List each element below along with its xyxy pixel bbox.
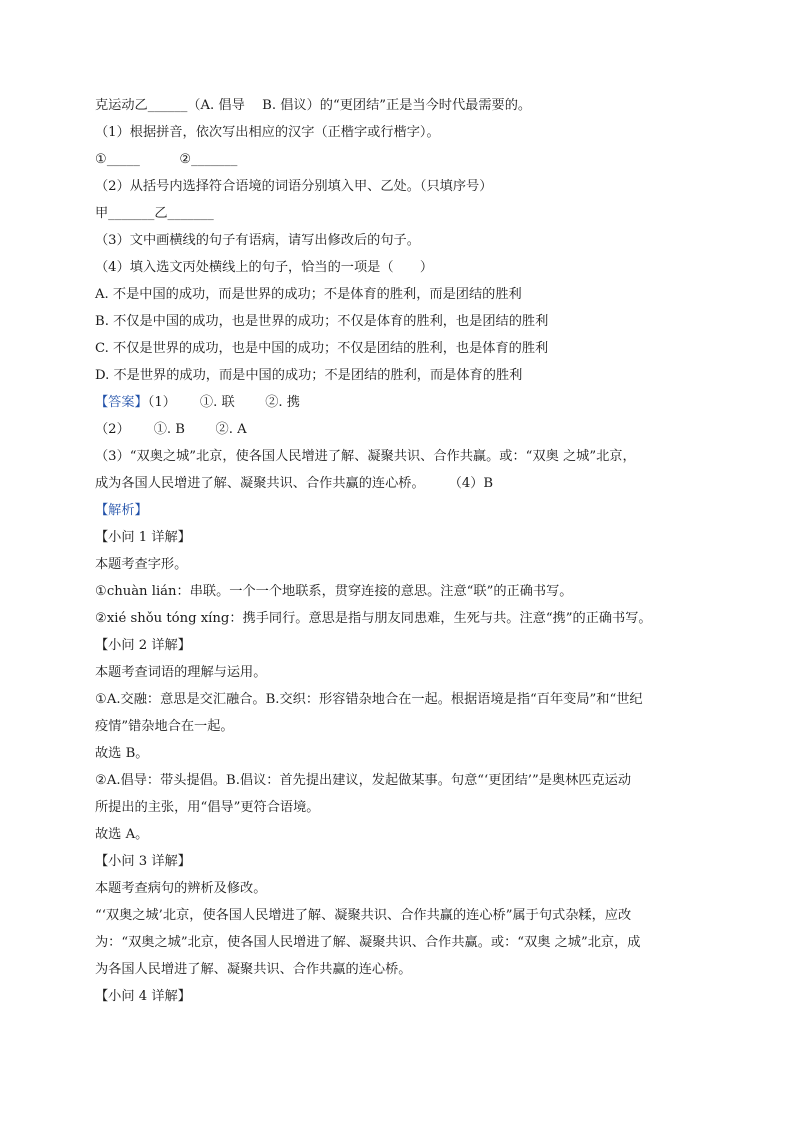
analysis-text: 为：“双奥之城”北京，使各国人民增进了解、凝聚共识、合作共赢。或：“双奥 之城”北京，成 (95, 935, 641, 950)
analysis-text: ①A.交融：意思是交汇融合。B.交织：形容错杂地合在一起。根据语境是指“百年变局”和“世纪 (95, 692, 643, 707)
option-b: B. 不仅是中国的成功，也是世界的成功；不仅是体育的胜利，也是团结的胜利 (95, 314, 549, 329)
analysis-text: ②A.倡导：带头提倡。B.倡议：首先提出建议，发起做某事。句意“‘更团结’”是奥林匹克运动 (95, 773, 632, 788)
question-text: （1）根据拼音，依次写出相应的汉字（正楷字或行楷字）。 (95, 125, 440, 140)
section-title: 【小问 1 详解】 (95, 530, 191, 545)
answer-text: （1） ①. 联 ②. 携 (147, 395, 300, 410)
answer-text: （2） ①. B ②. A (95, 422, 247, 437)
analysis-text: 故选 B。 (95, 746, 149, 761)
question-text: 甲_______乙_______ (95, 206, 214, 221)
question-text: （3）文中画横线的句子有语病，请写出修改后的句子。 (95, 233, 420, 248)
section-title: 【小问 3 详解】 (95, 854, 191, 869)
analysis-text: 本题考查字形。 (95, 557, 188, 572)
question-text: ①_____ ②_______ (95, 152, 238, 167)
analysis-text: “‘双奥之城’北京，使各国人民增进了解、凝聚共识、合作共赢的连心桥”属于句式杂糅，应改 (95, 908, 632, 923)
analysis-text: 本题考查病句的辨析及修改。 (95, 881, 267, 896)
document-page (95, 92, 705, 1010)
analysis-label: 【解析】 (95, 503, 148, 518)
section-title: 【小问 4 详解】 (95, 989, 191, 1004)
answer-text: （3）“双奥之城”北京，使各国人民增进了解、凝聚共识、合作共赢。或：“双奥 之城”北京， (95, 449, 636, 464)
analysis-text: ②xié shǒu tóng xíng：携手同行。意思是指与朋友同患难，生死与共。注意“携”的正确书写。 (95, 611, 652, 626)
answer-text: 成为各国人民增进了解、凝聚共识、合作共赢的连心桥。 （4）B (95, 476, 494, 491)
question-text: （2）从括号内选择符合语境的词语分别填入甲、乙处。（只填序号） (95, 179, 493, 194)
answer-label: 【答案】 (95, 395, 148, 410)
analysis-text: 本题考查词语的理解与运用。 (95, 665, 267, 680)
analysis-text: 故选 A。 (95, 827, 149, 842)
option-c: C. 不仅是世界的成功，也是中国的成功；不仅是团结的胜利，也是体育的胜利 (95, 341, 549, 356)
analysis-text: ①chuàn lián：串联。一个一个地联系，贯穿连接的意思。注意“联”的正确书写。 (95, 584, 573, 599)
option-d: D. 不是世界的成功，而是中国的成功；不是团结的胜利，而是体育的胜利 (95, 368, 523, 383)
analysis-text: 疫情”错杂地合在一起。 (95, 719, 234, 734)
question-text: 克运动乙______（A. 倡导 B. 倡议）的“更团结”正是当今时代最需要的。 (95, 98, 532, 113)
analysis-text: 为各国人民增进了解、凝聚共识、合作共赢的连心桥。 (95, 962, 412, 977)
question-text: （4）填入选文丙处横线上的句子，恰当的一项是（ ） (95, 260, 434, 275)
section-title: 【小问 2 详解】 (95, 638, 191, 653)
answer-line (95, 389, 705, 416)
option-a: A. 不是中国的成功，而是世界的成功；不是体育的胜利，而是团结的胜利 (95, 287, 522, 302)
analysis-text: 所提出的主张，用“倡导”更符合语境。 (95, 800, 320, 815)
